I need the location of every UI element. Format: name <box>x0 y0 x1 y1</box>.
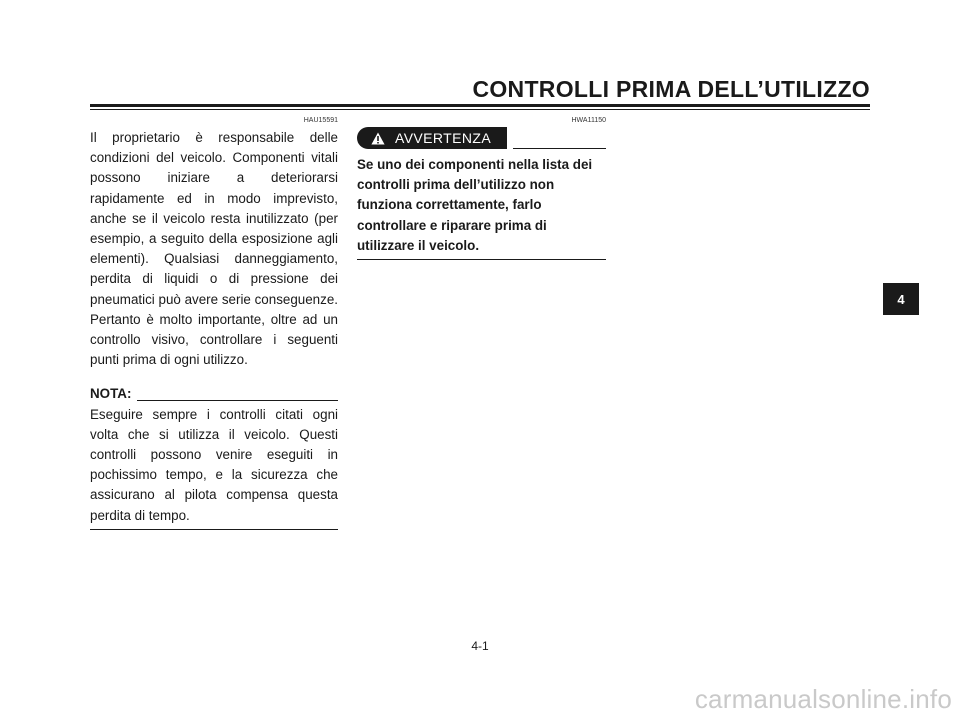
page-title: CONTROLLI PRIMA DELL’UTILIZZO <box>472 76 870 102</box>
header-rule-thin <box>90 109 870 110</box>
chapter-tab: 4 <box>883 283 919 315</box>
warning-badge <box>357 127 507 149</box>
section-code-left: HAU15591 <box>303 117 338 124</box>
nota-heading <box>90 384 338 404</box>
nota-bottom-rule <box>90 529 338 530</box>
warning-heading <box>357 127 606 149</box>
right-column <box>357 127 606 260</box>
nota-paragraph: Eseguire sempre i controlli citati ogni volta che si utilizza il veicolo. Questi controlli possono venire eseguiti in pochissimo tempo, e la sicurezza che assicurano al pilota compensa questa perdita di tempo. <box>90 406 338 523</box>
warning-triangle-icon <box>371 132 385 145</box>
warning-rule <box>513 148 606 149</box>
warning-label: AVVERTENZA <box>395 130 492 146</box>
watermark-text: carmanualsonline.info <box>694 684 952 714</box>
warning-paragraph: Se uno dei componenti nella lista dei controlli prima dell’utilizzo non funziona correttamente, farlo controllare e riparare prima di utilizzare il veicolo. <box>357 157 593 253</box>
page-number: 4-1 <box>471 639 489 653</box>
section-code-right: HWA11150 <box>571 117 606 124</box>
intro-paragraph: Il proprietario è responsabile delle condizioni del veicolo. Componenti vitali possono iniziare a deteriorarsi rapidamente ed in modo imprevisto, anche se il veicolo resta inutilizzato (per esempio, a seguito della esposizione agli elementi). Qualsiasi danneggiamento, perdita di liquidi o di pressione dei pneumatici può avere serie conseguenze. Pertanto è molto importante, oltre ad un controllo visivo, controllare i seguenti punti prima di ogni utilizzo. <box>90 130 338 368</box>
left-column <box>90 128 338 530</box>
warning-bottom-rule <box>357 259 606 260</box>
nota-rule <box>137 400 338 401</box>
nota-label: NOTA: <box>90 386 132 402</box>
header-rule <box>90 104 870 107</box>
